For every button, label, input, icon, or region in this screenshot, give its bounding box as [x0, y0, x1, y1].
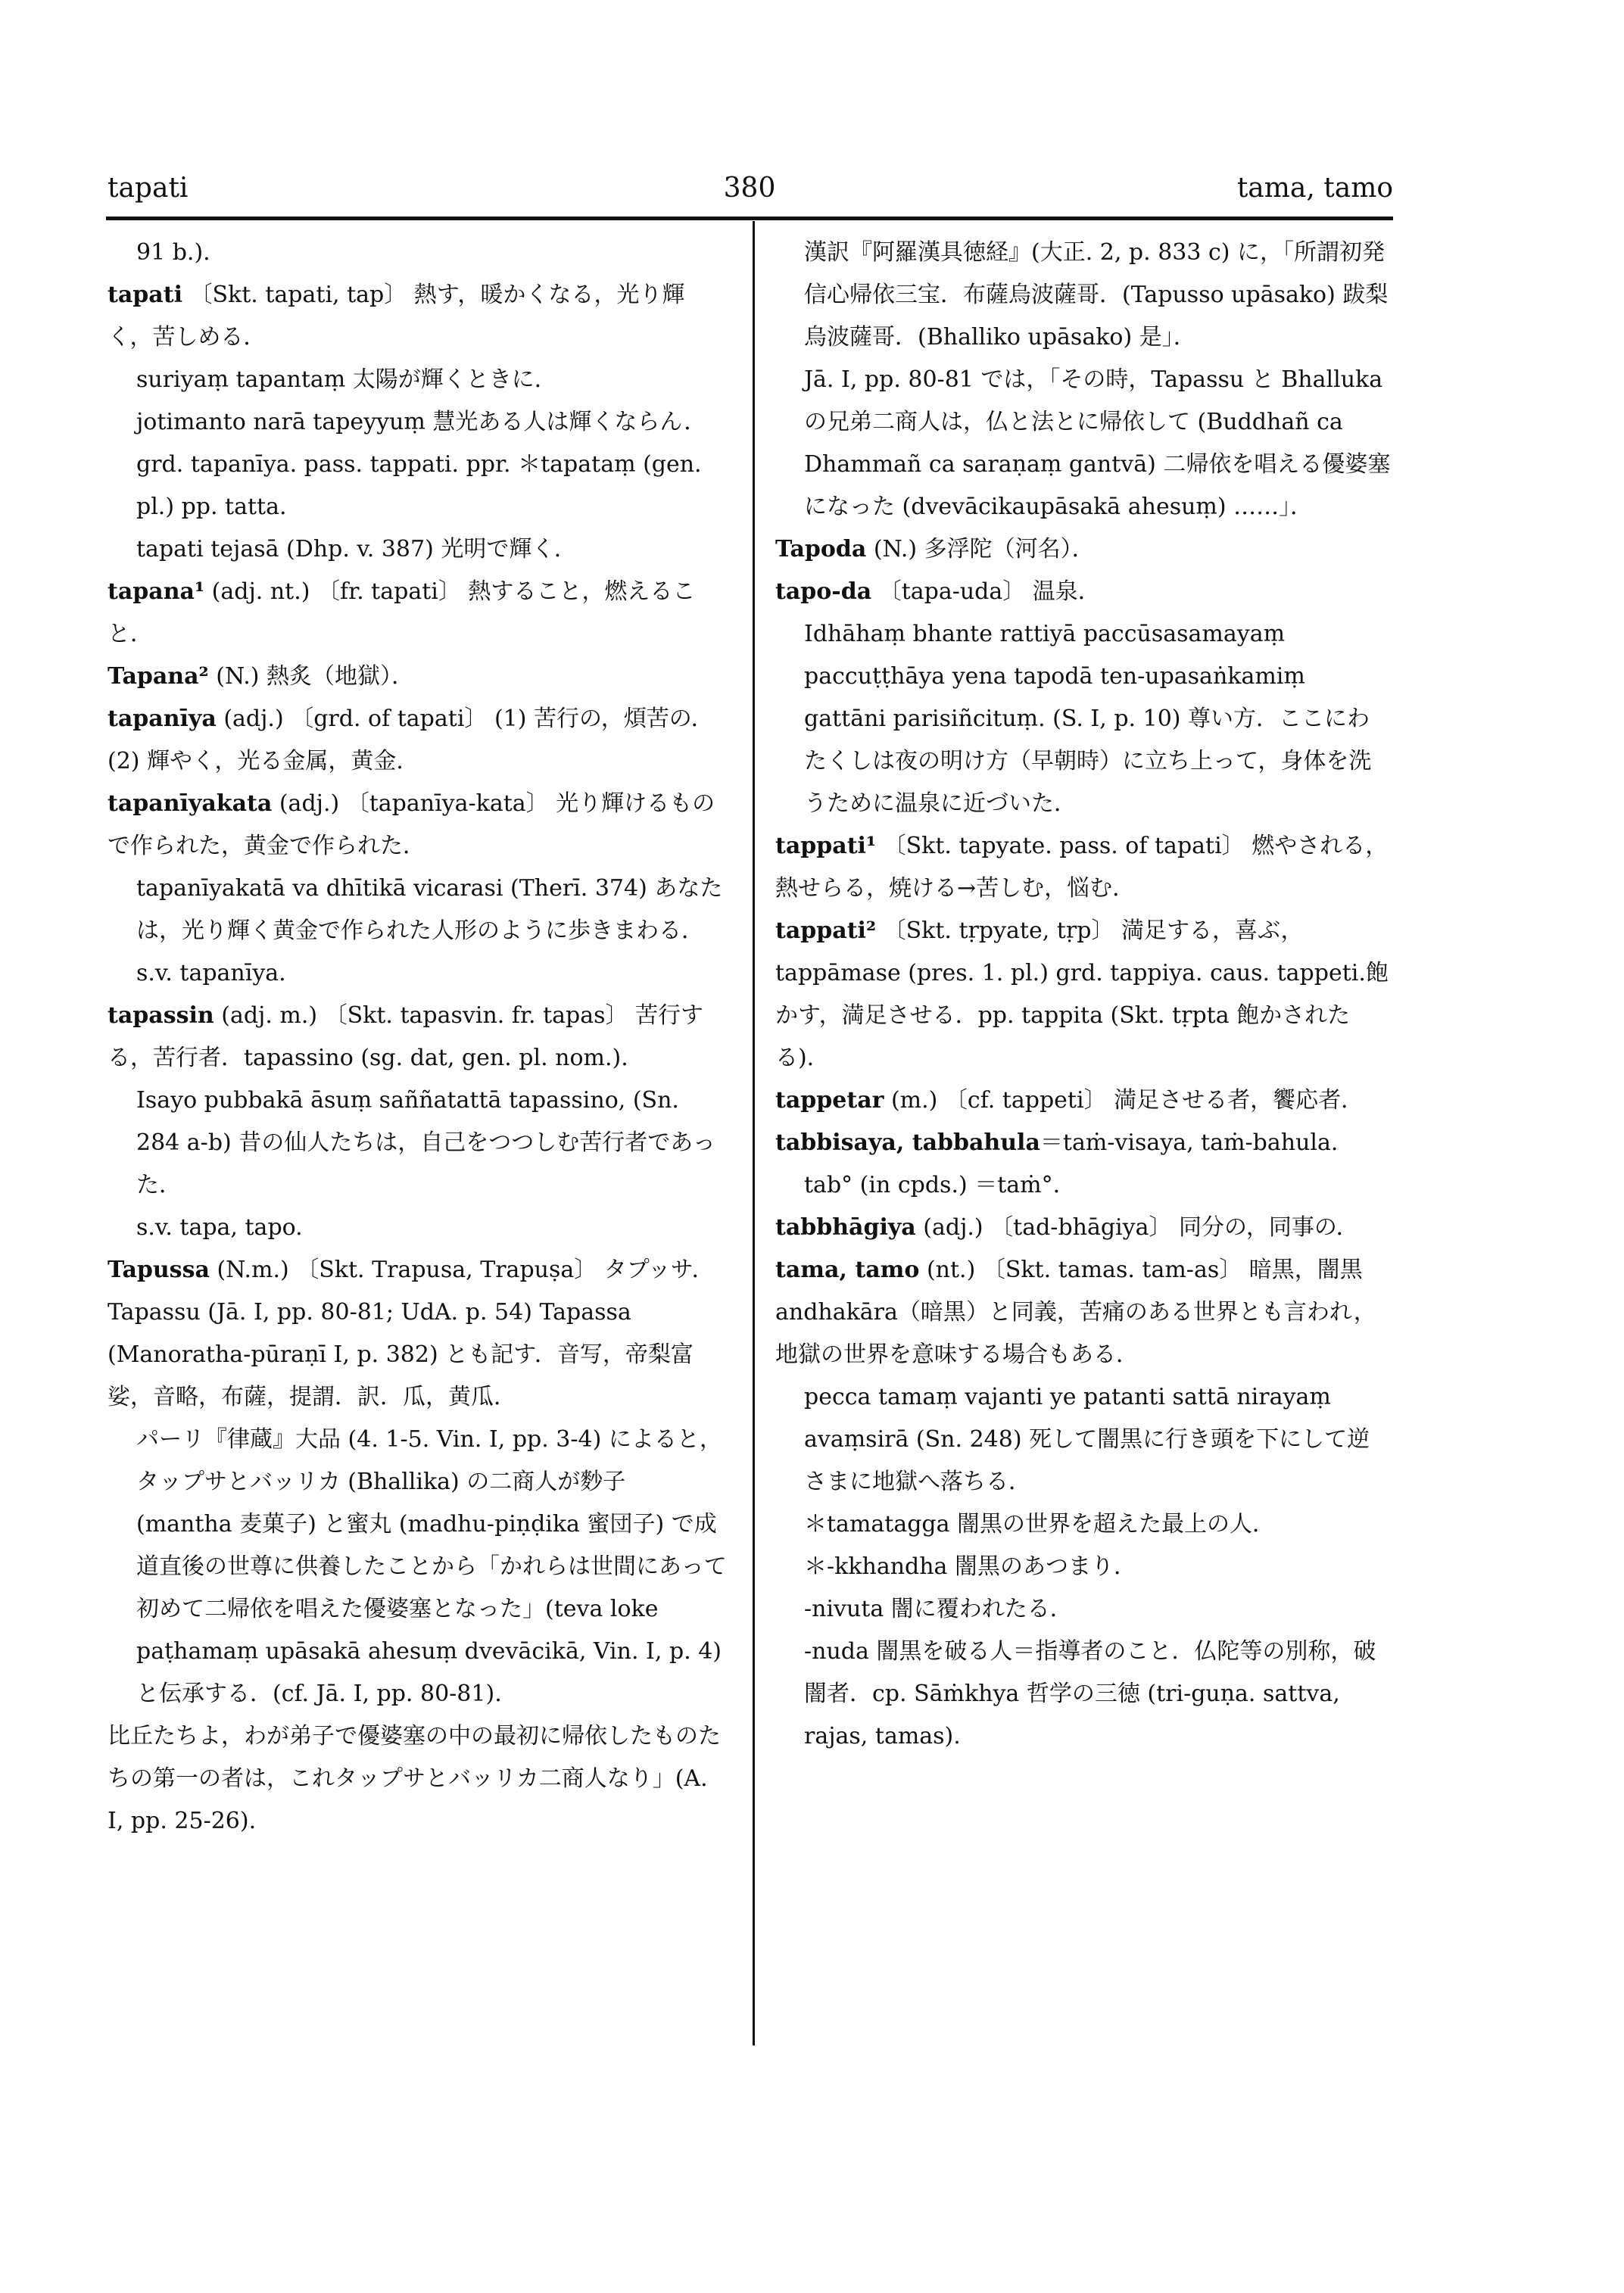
entry: [775, 528, 1392, 571]
entry-text: 〔Skt. tapati, tap〕 熱す，暖かくなる，光り輝く，苦しめる．: [108, 282, 685, 350]
entry-text: (N.) 多浮陀（河名）．: [866, 536, 1095, 562]
headword: tabbisaya, tabbahula: [775, 1129, 1040, 1156]
headword: tapanīyakata: [108, 790, 273, 817]
entry: [775, 910, 1392, 1080]
entry-text: tab° (in cpds.) ＝taṁ°.: [804, 1172, 1061, 1198]
entry-text: 91 b.).: [136, 239, 210, 266]
entry-text: 漢訳『阿羅漢具徳経』(大正. 2, p. 833 c) に，「所謂初発信心帰依三宝．布薩烏波薩哥．(Tapusso upāsako) 跋梨烏波薩哥．(Bhalliko upāsako) 是」．: [804, 239, 1389, 350]
entry-text: (N.) 熱炙（地獄）．: [208, 663, 415, 690]
entry: [775, 571, 1392, 613]
headword: tappati¹: [775, 833, 877, 859]
entry-text: Isayo pubbakā āsuṃ saññatattā tapassino, (Sn. 284 a-b) 昔の仙人たちは，自己をつつしむ苦行者であった．: [136, 1087, 715, 1198]
entry: [775, 1588, 1392, 1631]
entry-text: tapanīyakatā va dhītikā vicarasi (Therī. 374) あなたは，光り輝く黄金で作られた人形のように歩きまわる．: [136, 875, 723, 944]
entry: [108, 1249, 728, 1419]
entry-text: ＊-kkhandha 闇黒のあつまり．: [804, 1553, 1136, 1580]
entry-text: jotimanto narā tapeyyuṃ 慧光ある人は輝くならん．grd. tapanīya. pass. tappati. ppr. ＊tapataṃ (gen. pl.) pp. tatta.: [136, 409, 707, 520]
entry-text: -nuda 闇黒を破る人＝指導者のこと．仏陀等の別称，破闇者．cp. Sāṁkhya 哲学の三徳 (tri-guṇa. sattva, rajas, tamas).: [804, 1638, 1376, 1749]
entry: [775, 359, 1392, 528]
entry: [108, 698, 728, 783]
entry-text: suriyaṃ tapantaṃ 太陽が輝くときに．: [136, 366, 557, 393]
column-divider: [753, 221, 755, 2045]
entry-text: (nt.) 〔Skt. tamas. tam-as〕 暗黒，闇黒andhakāra（暗黒）と同義，苦痛のある世界とも言われ，地獄の世界を意味する場合もある．: [775, 1257, 1376, 1368]
entry: [108, 1419, 728, 1715]
entry-text: パーリ『律蔵』大品 (4. 1-5. Vin. I, pp. 3-4) によると，タップサとバッリカ (Bhallika) の二商人が麨子 (mantha 麦菓子) と蜜丸 (madhu-piṇḍika 蜜団子) で成道直後の世尊に供養したことから「かれらは世間にあって初めて二帰依を唱えた優婆塞となった」(teva loke paṭhamaṃ upāsakā ahesuṃ dvevācikā, Vin. I, p. 4) と伝承する．(cf. Jā. I, pp. 80-81).: [136, 1426, 727, 1707]
entry: [108, 783, 728, 868]
entry-text: 〔Skt. tapyate. pass. of tapati〕 燃やされる，熱せらる，焼ける→苦しむ，悩む．: [775, 833, 1389, 902]
entry-text: (adj.) 〔tad-bhāgiya〕 同分の，同事の．: [915, 1214, 1359, 1241]
entry: [775, 1376, 1392, 1503]
headword: tapanīya: [108, 706, 217, 732]
entry: [108, 952, 728, 995]
entry: [775, 1080, 1392, 1122]
entry: [108, 232, 728, 274]
page-number: 380: [723, 173, 776, 204]
entry-text: (m.) 〔cf. tappeti〕 満足させる者，饗応者．: [884, 1087, 1364, 1114]
running-head-right: tama, tamo: [1236, 173, 1393, 204]
entry: [108, 868, 728, 952]
entry: [108, 1080, 728, 1207]
entry: [775, 1546, 1392, 1588]
headword: tapo-da: [775, 578, 872, 605]
headword: tapati: [108, 282, 182, 308]
entry: [108, 571, 728, 656]
running-head-left: tapati: [108, 173, 189, 204]
entry: [775, 1503, 1392, 1546]
entry-text: Jā. I, pp. 80-81 では，「その時，Tapassu と Bhalluka の兄弟二商人は，仏と法とに帰依して (Buddhañ ca Dhammañ ca saraṇaṃ gantvā) 二帰依を唱える優婆塞になった (dvevācikaupāsakā ahesuṃ) ……」．: [804, 366, 1391, 520]
entry: [775, 1631, 1392, 1758]
entry-text: (adj.) 〔grd. of tapati〕 (1) 苦行の，煩苦の． (2) 輝やく，光る金属，黄金．: [108, 706, 714, 774]
headword: tapana¹: [108, 578, 205, 605]
headword: tappati²: [775, 918, 877, 944]
entry-text: ＝taṁ-visaya, taṁ-bahula.: [1040, 1129, 1339, 1156]
headword: Tapana²: [108, 663, 209, 690]
entry-text: (adj.) 〔tapanīya-kata〕 光り輝けるもので作られた，黄金で作られた．: [108, 790, 715, 859]
entry-text: Idhāhaṃ bhante rattiyā paccūsasamayaṃ paccuṭṭhāya yena tapodā ten-upasaṅkamiṃ gattāni parisiñcituṃ. (S. I, p. 10) 尊い方．ここにわたくしは夜の明け方（早朝時）に立ち上って，身体を洗うために温泉に近づいた．: [804, 621, 1372, 817]
entry-text: 〔tapa-uda〕 温泉．: [871, 578, 1101, 605]
entry: [108, 401, 728, 528]
headword: tappetar: [775, 1087, 884, 1114]
entry: [775, 825, 1392, 910]
entry: [108, 1207, 728, 1249]
right-column: [775, 232, 1392, 1758]
entry-text: (adj. m.) 〔Skt. tapasvin. fr. tapas〕 苦行する，苦行者．tapassino (sg. dat, gen. pl. nom.).: [108, 1002, 704, 1071]
left-column: [108, 232, 728, 1843]
entry-text: pecca tamaṃ vajanti ye patanti sattā nirayaṃ avaṃsirā (Sn. 248) 死して闇黒に行き頭を下にして逆さまに地獄へ落ちる．: [804, 1384, 1370, 1495]
entry: [775, 613, 1392, 825]
entry: [108, 359, 728, 401]
headword: tapassin: [108, 1002, 214, 1029]
headword: Tapoda: [775, 536, 867, 562]
entry-text: 比丘たちよ，わが弟子で優婆塞の中の最初に帰依したものたちの第一の者は，これタップサとバッリカ二商人なり」(A. I, pp. 25-26).: [108, 1723, 721, 1834]
entry-text: s.v. tapa, tapo.: [136, 1214, 303, 1241]
entry-text: ＊tamatagga 闇黒の世界を超えた最上の人．: [804, 1511, 1276, 1537]
entry: [775, 1249, 1392, 1376]
entry-text: tapati tejasā (Dhp. v. 387) 光明で輝く．: [136, 536, 577, 562]
entry-text: (N.m.) 〔Skt. Trapusa, Trapuṣa〕 タプッサ．Tapassu (Jā. I, pp. 80-81; UdA. p. 54) Tapassa (Manoratha-pūraṇī I, p. 382) とも記す．音写，帝梨富娑，音略，布薩，提謂．訳．瓜，黄瓜．: [108, 1257, 715, 1410]
entry: [108, 995, 728, 1080]
entry-text: 〔Skt. tṛpyate, tṛp〕 満足する，喜ぶ，tappāmase (pres. 1. pl.) grd. tappiya. caus. tappeti.飽かす，満足させる．pp. tappita (Skt. tṛpta 飽かされたる)．: [775, 918, 1389, 1071]
page-header: [106, 173, 1393, 218]
headword: Tapussa: [108, 1257, 210, 1283]
entry: [108, 528, 728, 571]
entry-text: (adj. nt.) 〔fr. tapati〕 熱すること，燃えること．: [108, 578, 696, 647]
entry-text: s.v. tapanīya.: [136, 960, 286, 986]
entry: [775, 232, 1392, 359]
entry: [108, 656, 728, 698]
headword: tama, tamo: [775, 1257, 920, 1283]
headword: tabbhāgiya: [775, 1214, 916, 1241]
entry: [108, 274, 728, 359]
entry: [775, 1122, 1392, 1164]
header-rule: [106, 217, 1393, 220]
entry: [108, 1715, 728, 1843]
entry: [775, 1164, 1392, 1207]
entry: [775, 1207, 1392, 1249]
entry-text: -nivuta 闇に覆われたる．: [804, 1596, 1073, 1622]
